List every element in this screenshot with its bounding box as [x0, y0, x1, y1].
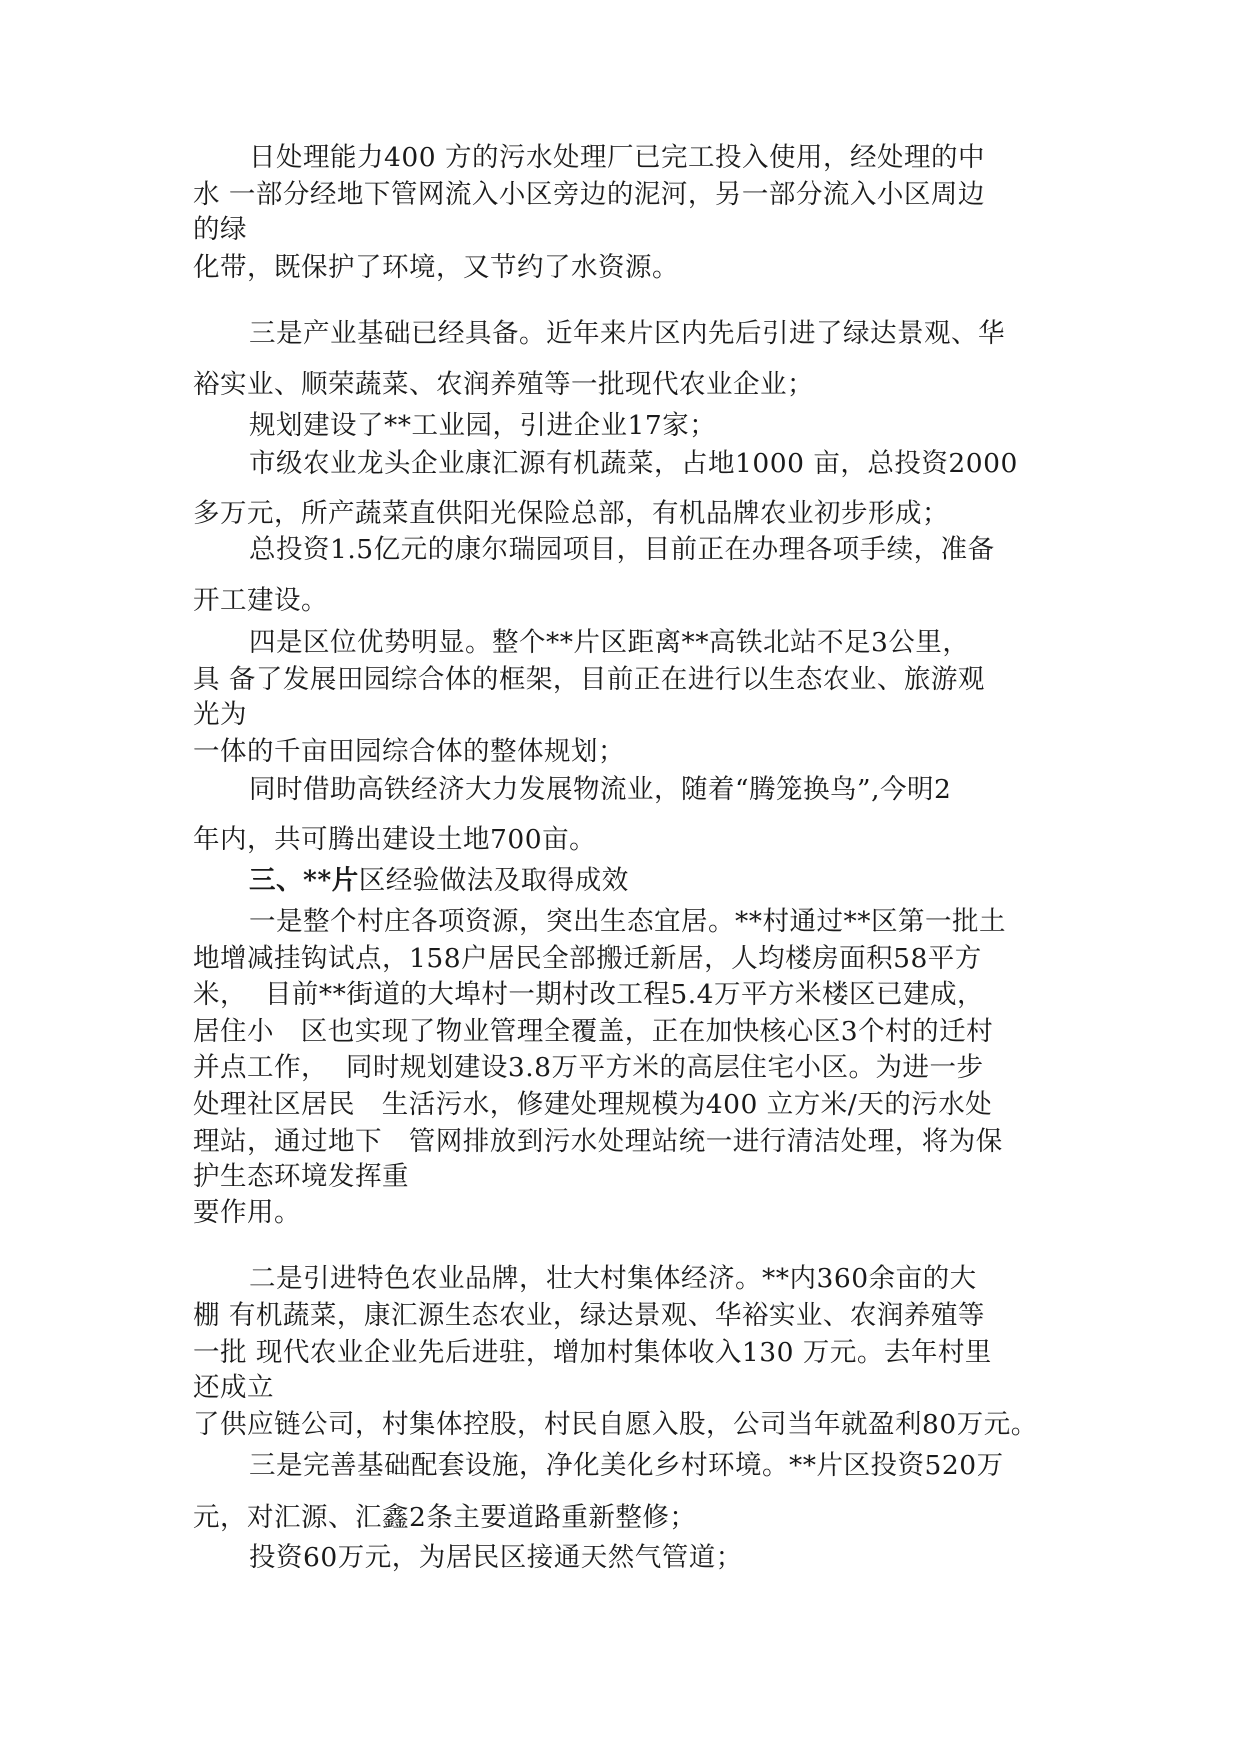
text-line: 理站，通过地下 管网排放到污水处理站统一进行清洁处理，将为保 — [193, 1126, 1003, 1157]
text-line: 同时借助高铁经济大力发展物流业，随着“腾笼换鸟”,今明2 — [249, 774, 952, 805]
text-line: 年内，共可腾出建设土地700亩。 — [193, 824, 597, 855]
section-heading-bold: 三、**片 — [249, 865, 359, 896]
text-line: 一是整个村庄各项资源，突出生态宜居。**村通过**区第一批土 — [249, 906, 1006, 937]
text-line: 总投资1.5亿元的康尔瑞园项目，目前正在办理各项手续，准备 — [249, 534, 995, 565]
text-line: 的绿 — [193, 214, 247, 245]
text-line: 二是引进特色农业品牌，壮大村集体经济。**内360余亩的大 — [249, 1263, 977, 1294]
text-line: 地增减挂钩试点，158户居民全部搬迁新居，人均楼房面积58平方 — [193, 943, 982, 974]
text-line: 并点工作， 同时规划建设3.8万平方米的高层住宅小区。为进一步 — [193, 1052, 984, 1083]
section-heading — [249, 865, 629, 896]
text-line: 开工建设。 — [193, 585, 328, 616]
text-line: 一批 现代农业企业先后进驻，增加村集体收入130 万元。去年村里 — [193, 1337, 992, 1368]
text-line: 了供应链公司，村集体控股，村民自愿入股，公司当年就盈利80万元。 — [193, 1409, 1038, 1440]
text-line: 日处理能力400 方的污水处理厂已完工投入使用，经处理的中 — [249, 142, 986, 173]
text-line: 光为 — [193, 699, 247, 730]
text-line: 三是产业基础已经具备。近年来片区内先后引进了绿达景观、华 — [249, 318, 1005, 349]
text-line: 居住小 区也实现了物业管理全覆盖，正在加快核心区3个村的迁村 — [193, 1016, 994, 1047]
text-line: 多万元，所产蔬菜直供阳光保险总部，有机品牌农业初步形成； — [193, 498, 949, 529]
text-line: 市级农业龙头企业康汇源有机蔬菜，占地1000 亩，总投资2000 — [249, 448, 1018, 479]
section-heading-rest: 区经验做法及取得成效 — [358, 865, 629, 896]
text-line: 具 备了发展田园综合体的框架，目前正在进行以生态农业、旅游观 — [193, 664, 985, 695]
text-line: 处理社区居民 生活污水，修建处理规模为400 立方米/天的污水处 — [193, 1089, 993, 1120]
text-line: 元，对汇源、汇鑫2条主要道路重新整修； — [193, 1502, 697, 1533]
text-line: 三是完善基础配套设施，净化美化乡村环境。**片区投资520万 — [249, 1450, 1004, 1481]
text-line: 投资60万元，为居民区接通天然气管道； — [249, 1542, 743, 1573]
text-line: 还成立 — [193, 1372, 274, 1403]
text-line: 一体的千亩田园综合体的整体规划； — [193, 736, 625, 767]
text-line: 化带，既保护了环境，又节约了水资源。 — [193, 252, 679, 283]
text-line: 规划建设了**工业园，引进企业17家； — [249, 410, 717, 441]
text-line: 四是区位优势明显。整个**片区距离**高铁北站不足3公里， — [249, 627, 970, 658]
text-line: 水 一部分经地下管网流入小区旁边的泥河，另一部分流入小区周边 — [193, 179, 985, 210]
text-line: 护生态环境发挥重 — [193, 1161, 409, 1192]
text-line: 米， 目前**街道的大埠村一期村改工程5.4万平方米楼区已建成， — [193, 979, 984, 1010]
text-line: 要作用。 — [193, 1197, 301, 1228]
text-line: 裕实业、顺荣蔬菜、农润养殖等一批现代农业企业； — [193, 369, 814, 400]
text-line: 棚 有机蔬菜，康汇源生态农业，绿达景观、华裕实业、农润养殖等 — [193, 1300, 985, 1331]
